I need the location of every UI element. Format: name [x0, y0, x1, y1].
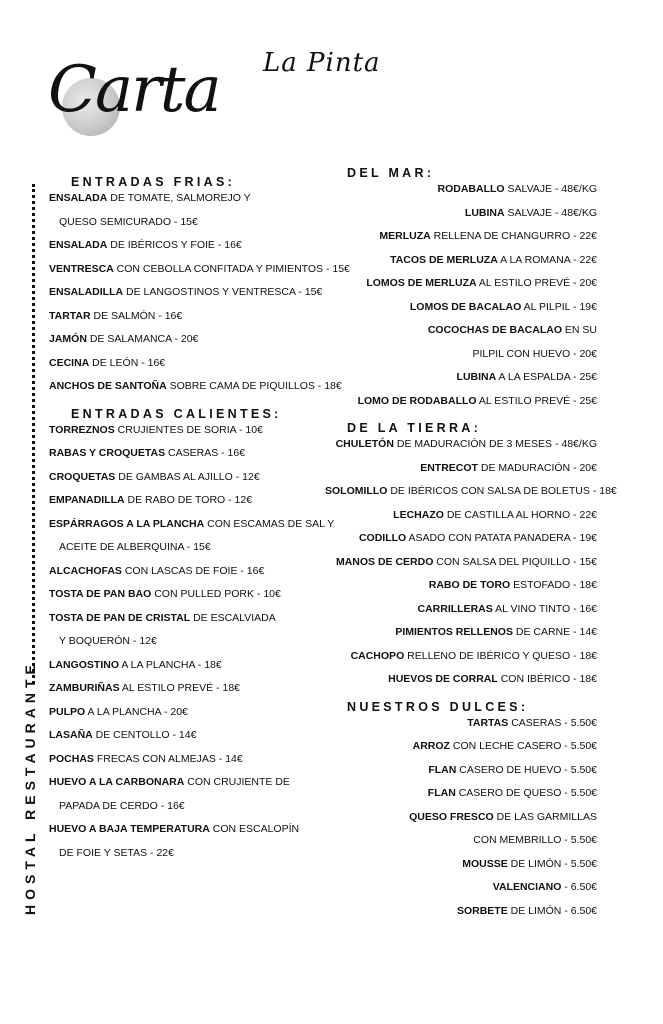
menu-item: [49, 216, 339, 240]
dish-name: LOMOS DE MERLUZA: [366, 277, 477, 289]
dish-name: ENTRECOT: [420, 461, 478, 474]
dish-name: SOLOMILLO: [325, 485, 388, 497]
dish-name: MOUSSE: [462, 857, 508, 870]
menu-item: [325, 183, 597, 207]
dish-name: RABAS Y CROQUETAS: [49, 447, 166, 459]
menu-item: [325, 230, 597, 254]
dish-description: DE LAS GARMILLAS: [493, 810, 597, 823]
dish-name: MERLUZA: [379, 230, 431, 242]
dish-description: - 6.50€: [561, 881, 597, 893]
dish-description: CASERO DE QUESO - 5.50€: [455, 787, 597, 799]
menu-item: [325, 650, 597, 674]
dish-name: ENSALADILLA: [49, 286, 124, 298]
menu-item: [49, 847, 339, 871]
dish-name: TOSTA DE PAN DE CRISTAL: [49, 611, 191, 624]
menu-item: [49, 682, 339, 706]
dish-description: DE SALMÓN - 16€: [90, 309, 183, 322]
dish-name: TACOS DE MERLUZA: [390, 253, 498, 266]
dish-description: CON IBÉRICO - 18€: [497, 673, 597, 685]
dish-description: DE LANGOSTINOS Y VENTRESCA - 15€: [123, 286, 323, 298]
dish-description: CASERAS - 16€: [165, 447, 246, 459]
menu-item: [49, 286, 339, 310]
menu-item: [49, 357, 339, 381]
menu-item: [49, 776, 339, 800]
dish-name: LANGOSTINO: [49, 658, 119, 671]
menu-item: [325, 787, 597, 811]
dish-description: DE MADURACIÓN - 20€: [477, 461, 597, 474]
logo-text: Carta: [48, 53, 220, 127]
dish-description: A LA PLANCHA - 18€: [119, 658, 222, 671]
dish-name: JAMÓN: [49, 333, 87, 345]
dish-description: A LA PLANCHA - 20€: [85, 705, 188, 718]
menu-item: [325, 462, 597, 486]
menu-item: [325, 556, 597, 580]
dish-description: CON ESCAMAS DE SAL Y: [204, 517, 335, 530]
dish-description: DE LIMÓN - 6.50€: [507, 904, 597, 917]
dish-description: FRECAS CON ALMEJAS - 14€: [93, 752, 243, 765]
dish-name: TOSTA DE PAN BAO: [49, 588, 152, 600]
dish-name: VENTRESCA: [49, 262, 114, 275]
dish-name: RODABALLO: [437, 183, 505, 195]
dish-description: CRUJIENTES DE SORIA - 10€: [114, 423, 263, 436]
menu-item: [325, 717, 597, 741]
menu-item: [325, 905, 597, 929]
menu-item: [49, 192, 339, 216]
dish-name: TARTAS: [467, 716, 509, 729]
dish-description: DE SALAMANCA - 20€: [86, 333, 199, 345]
dish-description: CON LECHE CASERO - 5.50€: [449, 740, 597, 752]
menu-item: [49, 424, 339, 448]
menu-item: [325, 740, 597, 764]
section-title: ENTRADAS FRIAS:: [71, 175, 236, 189]
dish-description: CON CEBOLLA CONFITADA Y PIMIENTOS - 15€: [113, 262, 350, 275]
dish-name: CARRILLERAS: [417, 602, 493, 615]
menu-list: [49, 424, 339, 871]
menu-item: [325, 485, 617, 509]
dish-name: CECINA: [49, 356, 90, 369]
dish-name: LOMO DE RODABALLO: [357, 394, 477, 407]
menu-item: [325, 532, 597, 556]
dish-description: AL ESTILO PREVÉ - 20€: [476, 277, 597, 289]
dish-description: DE MADURACIÓN DE 3 MESES - 48€/KG: [393, 438, 597, 450]
dish-description: PILPIL CON HUEVO - 20€: [472, 347, 597, 360]
menu-item: [49, 541, 339, 565]
dish-description: DE CARNE - 14€: [512, 626, 597, 638]
dish-description: DE LIMÓN - 5.50€: [507, 857, 597, 870]
dish-description: CASERAS - 5.50€: [508, 716, 597, 729]
dish-description: AL PILPIL - 19€: [521, 300, 597, 313]
menu-item: [325, 438, 597, 462]
dish-name: QUESO FRESCO: [409, 810, 494, 823]
dish-name: TARTAR: [49, 309, 91, 322]
dish-name: POCHAS: [49, 752, 94, 765]
dish-description: DE GAMBAS AL AJILLO - 12€: [115, 470, 260, 483]
dish-description: ESTOFADO - 18€: [510, 579, 597, 591]
menu-item: [49, 262, 350, 287]
dish-name: CHULETÓN: [335, 438, 394, 450]
dish-name: VALENCIANO: [492, 881, 562, 893]
menu-item: [325, 348, 597, 372]
dish-name: ENSALADA: [49, 192, 108, 204]
dish-name: EMPANADILLA: [49, 494, 125, 506]
dish-name: PULPO: [49, 705, 86, 718]
menu-item: [325, 858, 597, 882]
dish-name: CROQUETAS: [49, 470, 116, 483]
dish-name: CODILLO: [358, 532, 407, 544]
menu-item: [49, 471, 339, 495]
menu-list: [325, 438, 617, 697]
dotted-divider: [32, 184, 35, 684]
menu-item: [325, 254, 597, 278]
menu-item: [49, 635, 339, 659]
dish-description: CON MEMBRILLO - 5.50€: [473, 834, 597, 846]
dish-name: LOMOS DE BACALAO: [409, 300, 522, 313]
dish-description: SALVAJE - 48€/KG: [504, 183, 597, 195]
dish-name: FLAN: [428, 763, 457, 776]
menu-item: [325, 579, 597, 603]
dish-name: LECHAZO: [393, 508, 444, 521]
menu-item: [49, 333, 339, 357]
dish-description: DE IBÉRICOS Y FOIE - 16€: [107, 239, 242, 251]
menu-item: [325, 509, 597, 533]
menu-item: [325, 881, 597, 905]
dish-description: QUESO SEMICURADO - 15€: [59, 215, 198, 228]
dish-name: PIMIENTOS RELLENOS: [395, 626, 513, 638]
section-title: NUESTROS DULCES:: [347, 699, 529, 714]
dish-description: DE ESCALVIADA: [190, 611, 276, 624]
menu-item: [49, 447, 339, 471]
dish-description: A LA ROMANA - 22€: [497, 253, 597, 266]
dish-description: RELLENA DE CHANGURRO - 22€: [430, 230, 597, 242]
menu-item: [325, 834, 597, 858]
dish-description: ACEITE DE ALBERQUINA - 15€: [59, 541, 211, 553]
dish-description: DE RABO DE TORO - 12€: [124, 494, 253, 506]
menu-item: [49, 380, 342, 404]
menu-item: [49, 800, 339, 824]
dish-name: TORREZNOS: [49, 423, 115, 436]
right-column: [325, 163, 617, 928]
dish-name: ANCHOS DE SANTOÑA: [49, 380, 167, 392]
menu-item: [49, 310, 339, 334]
dish-description: CON ESCALOPÍN: [209, 823, 300, 835]
dish-name: SORBETE: [456, 904, 508, 917]
menu-item: [325, 395, 597, 419]
dish-name: CACHOPO: [350, 649, 405, 662]
dish-description: AL VINO TINTO - 16€: [492, 602, 597, 615]
section-title: DE LA TIERRA:: [347, 421, 482, 435]
dish-name: MANOS DE CERDO: [335, 555, 434, 568]
menu-item: [325, 277, 597, 301]
menu-item: [325, 603, 597, 627]
dish-description: AL ESTILO PREVÉ - 25€: [476, 394, 597, 407]
side-label: HOSTAL RESTAURANTE: [22, 660, 38, 915]
dish-description: SALVAJE - 48€/KG: [504, 206, 597, 219]
dish-name: COCOCHAS DE BACALAO: [427, 324, 562, 336]
dish-name: ALCACHOFAS: [49, 564, 122, 577]
dish-name: HUEVO A BAJA TEMPERATURA: [49, 823, 210, 835]
menu-item: [49, 706, 339, 730]
menu-item: [49, 239, 339, 263]
dish-description: PAPADA DE CERDO - 16€: [59, 799, 185, 812]
dish-description: CON SALSA DEL PIQUILLO - 15€: [433, 555, 597, 568]
menu-item: [325, 626, 597, 650]
menu-item: [49, 612, 339, 636]
brand-name: La Pinta: [263, 48, 381, 78]
menu-item: [325, 301, 597, 325]
dish-description: AL ESTILO PREVÉ - 18€: [119, 682, 240, 694]
dish-description: SOBRE CAMA DE PIQUILLOS - 18€: [166, 380, 342, 392]
dish-name: LUBINA: [464, 206, 505, 219]
menu-item: [49, 729, 339, 753]
dish-name: LUBINA: [456, 371, 497, 383]
menu-list: [325, 183, 597, 418]
left-column: [49, 172, 350, 870]
dish-description: Y BOQUERÓN - 12€: [59, 635, 157, 647]
dish-description: EN SU: [561, 324, 597, 336]
dish-description: CON LASCAS DE FOIE - 16€: [121, 564, 265, 577]
dish-name: ENSALADA: [49, 239, 108, 251]
dish-description: DE CASTILLA AL HORNO - 22€: [443, 508, 597, 521]
menu-item: [49, 494, 339, 518]
menu-item: [49, 659, 339, 683]
dish-name: ZAMBURIÑAS: [49, 682, 120, 694]
menu-item: [325, 811, 597, 835]
dish-description: A LA ESPALDA - 25€: [496, 371, 597, 383]
dish-name: RABO DE TORO: [428, 579, 511, 591]
menu-list: [325, 717, 597, 929]
dish-description: CASERO DE HUEVO - 5.50€: [456, 763, 597, 776]
dish-description: DE FOIE Y SETAS - 22€: [59, 846, 174, 859]
dish-name: FLAN: [427, 787, 456, 799]
menu-item: [325, 324, 597, 348]
menu-list: [49, 192, 350, 404]
dish-description: DE CENTOLLO - 14€: [92, 729, 197, 741]
dish-description: CON PULLED PORK - 10€: [151, 588, 281, 600]
menu-item: [49, 588, 339, 612]
dish-name: ARROZ: [412, 740, 450, 752]
dish-description: ASADO CON PATATA PANADERA - 19€: [406, 532, 597, 544]
menu-item: [49, 753, 339, 777]
section-title: DEL MAR:: [347, 166, 435, 180]
dish-description: RELLENO DE IBÉRICO Y QUESO - 18€: [404, 649, 597, 662]
menu-item: [49, 565, 339, 589]
menu-item: [49, 823, 339, 847]
dish-description: DE LEÓN - 16€: [89, 356, 166, 369]
menu-item: [325, 207, 597, 231]
dish-name: HUEVOS DE CORRAL: [388, 673, 498, 685]
menu-item: [325, 371, 597, 395]
dish-name: LASAÑA: [49, 729, 93, 741]
dish-description: CON CRUJIENTE DE: [184, 776, 290, 788]
menu-item: [325, 764, 597, 788]
section-title: ENTRADAS CALIENTES:: [71, 406, 282, 421]
menu-item: [325, 673, 597, 697]
carta-logo: [48, 50, 220, 150]
menu-item: [49, 518, 339, 542]
dish-name: HUEVO A LA CARBONARA: [49, 776, 185, 788]
dish-description: DE IBÉRICOS CON SALSA DE BOLETUS - 18€: [387, 485, 617, 497]
dish-description: DE TOMATE, SALMOREJO Y: [107, 192, 251, 204]
dish-name: ESPÁRRAGOS A LA PLANCHA: [49, 517, 205, 530]
